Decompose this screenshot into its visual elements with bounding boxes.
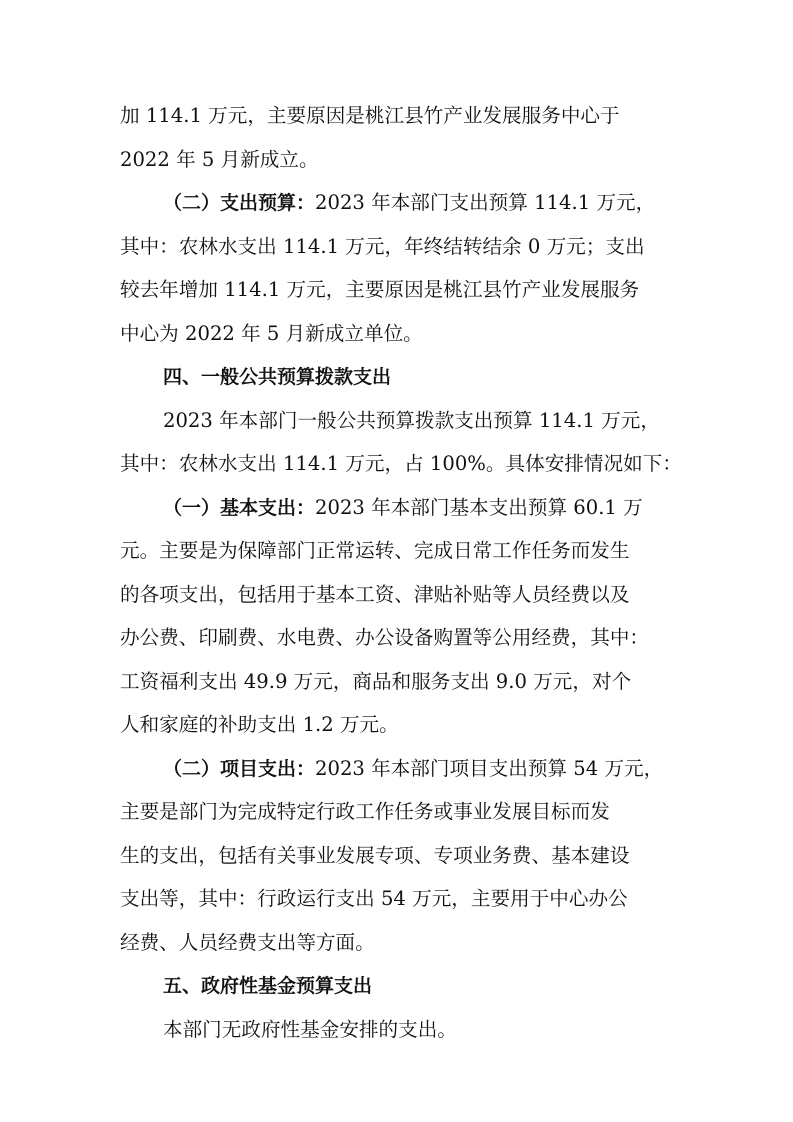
paragraph-line (120, 661, 680, 703)
line-text: 经费、人员经费支出等方面。 (120, 931, 375, 954)
line-text: 加 114.1 万元，主要原因是桃江县竹产业发展服务中心于 (120, 104, 620, 127)
paragraph-line (120, 791, 680, 833)
line-text: 2023 年本部门基本支出预算 60.1 万 (315, 496, 643, 519)
paragraph-line (120, 226, 680, 268)
line-text: 2023 年本部门一般公共预算拨款支出预算 114.1 万元， (163, 409, 660, 432)
subsection-lead: （二）支出预算： (163, 192, 316, 214)
line-text: 工资福利支出 49.9 万元，商品和服务支出 9.0 万元，对个 (120, 670, 632, 693)
line-text: 元。主要是为保障部门正常运转、完成日常工作任务而发生 (120, 539, 630, 562)
line-text: 办公费、印刷费、水电费、办公设备购置等公用经费，其中： (120, 626, 650, 649)
line-text: 2023 年本部门支出预算 114.1 万元， (315, 191, 656, 214)
heading-text: 四、一般公共预算拨款支出 (163, 366, 392, 388)
line-text: 人和家庭的补助支出 1.2 万元。 (120, 713, 399, 736)
line-text: 较去年增加 114.1 万元，主要原因是桃江县竹产业发展服务 (120, 278, 640, 301)
subsection-lead: （一）基本支出： (163, 497, 316, 519)
paragraph-line (163, 487, 723, 529)
paragraph-line (120, 269, 680, 311)
paragraph-line (120, 835, 680, 877)
line-text: 中心为 2022 年 5 月新成立单位。 (120, 322, 423, 345)
heading-text: 五、政府性基金预算支出 (163, 975, 373, 997)
line-text: 本部门无政府性基金安排的支出。 (163, 1018, 457, 1041)
line-text: 其中：农林水支出 114.1 万元，占 100%。具体安排情况如下： (120, 452, 682, 475)
paragraph-line (120, 313, 680, 355)
line-text: 生的支出，包括有关事业发展专项、专项业务费、基本建设 (120, 844, 630, 867)
paragraph-line (120, 95, 680, 137)
paragraph-line (120, 530, 680, 572)
paragraph-line (120, 443, 680, 485)
section-heading (163, 965, 723, 1007)
paragraph-line (120, 139, 680, 181)
section-heading (163, 356, 723, 398)
paragraph-line (120, 922, 680, 964)
line-text: 2023 年本部门项目支出预算 54 万元， (315, 757, 664, 780)
subsection-lead: （二）项目支出： (163, 758, 316, 780)
paragraph-line (163, 748, 723, 790)
line-text: 支出等，其中：行政运行支出 54 万元，主要用于中心办公 (120, 887, 628, 910)
paragraph-line (163, 1009, 723, 1051)
paragraph-line (120, 878, 680, 920)
paragraph-line (163, 182, 723, 224)
line-text: 2022 年 5 月新成立。 (120, 148, 319, 171)
paragraph-line (120, 574, 680, 616)
line-text: 其中：农林水支出 114.1 万元，年终结转结余 0 万元；支出 (120, 235, 645, 258)
paragraph-line (120, 704, 680, 746)
paragraph-line (120, 617, 680, 659)
line-text: 主要是部门为完成特定行政工作任务或事业发展目标而发 (120, 800, 610, 823)
paragraph-line (163, 400, 723, 442)
line-text: 的各项支出，包括用于基本工资、津贴补贴等人员经费以及 (120, 583, 630, 606)
